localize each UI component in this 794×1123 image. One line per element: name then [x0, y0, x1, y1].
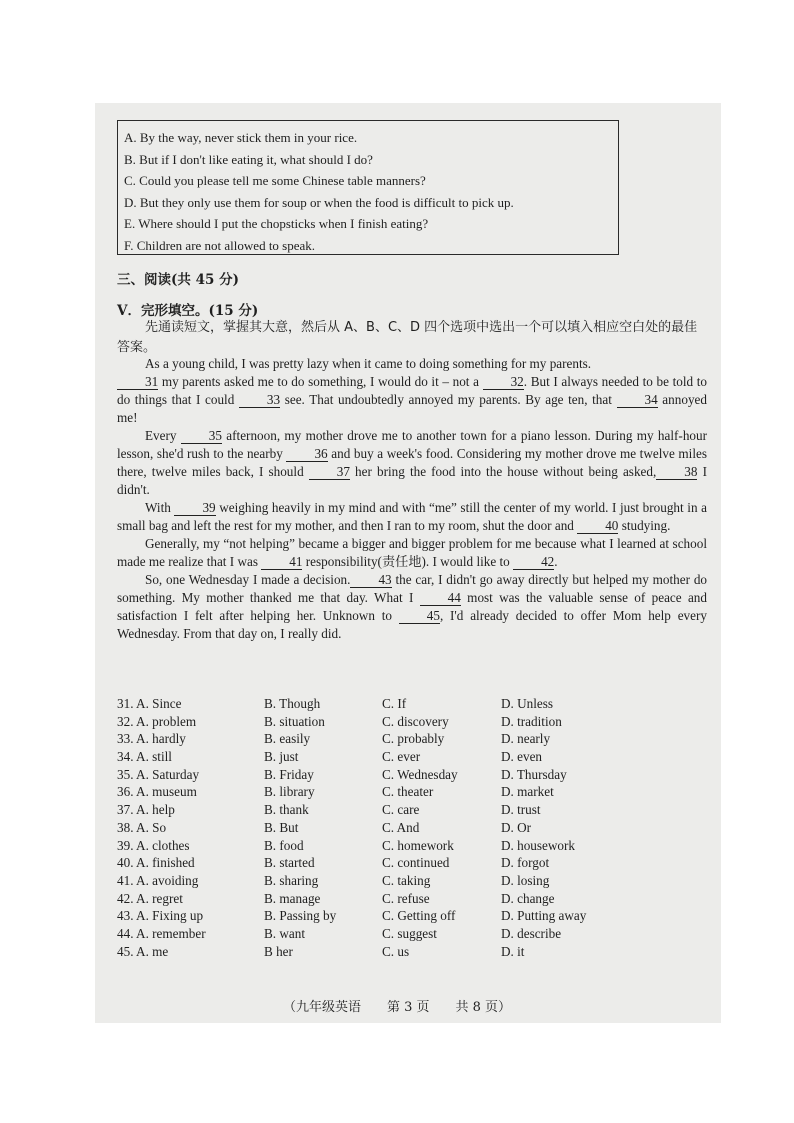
text-run: her bring the food into the house without being asked,: [349, 464, 657, 479]
choice-option: C. homework: [382, 837, 454, 853]
choice-option: 45. A. me: [117, 943, 169, 959]
choice-option: B. Though: [264, 696, 321, 711]
choice-option: D. forgot: [501, 855, 550, 871]
choice-option: 41. A. avoiding: [117, 872, 199, 888]
choice-option: 36. A. museum: [117, 784, 197, 800]
blank-45: 45: [399, 609, 440, 624]
text-run: the car, I didn't go away directly but helped my mother do something. My mother thanked me that day. What I: [117, 572, 708, 605]
choice-option: 32. A. problem: [117, 713, 197, 729]
blank-32: 32: [483, 375, 524, 390]
choice-option: C. If: [382, 696, 407, 711]
choice-option: D. tradition: [501, 713, 562, 729]
choice-option: B. started: [264, 855, 315, 871]
choice-option: C. ever: [382, 749, 421, 765]
blank-34: 34: [617, 393, 658, 408]
subsection-title: V．完形填空。(15 分): [117, 303, 259, 319]
choice-option: B. easily: [264, 731, 311, 747]
choice-option: 44. A. remember: [117, 925, 206, 941]
choice-option: B. Passing by: [264, 908, 337, 924]
text-run: see. That undoubtedly annoyed my parents. By age ten, that: [280, 392, 617, 407]
text-run: responsibility(责任地). I would like to: [302, 554, 514, 569]
choice-option: 38. A. So: [117, 819, 167, 835]
text-run: annoyed me!: [117, 392, 707, 425]
text-run: I didn't.: [117, 464, 707, 497]
blank-31: 31: [117, 375, 158, 390]
instructions: [117, 318, 707, 358]
choice-row: [117, 713, 677, 731]
text-run: weighing heavily in my mind and with “me” still the center of my world. I just brought in a small bag and left the rest for my mother, and then I ran to my room, shut the door and: [117, 500, 708, 533]
choice-row: [117, 801, 677, 819]
choice-option: 43. A. Fixing up: [117, 908, 204, 924]
choice-option: B. library: [264, 784, 315, 800]
choice-row: [117, 819, 677, 837]
option-d: D. But they only use them for soup or when the food is difficult to pick up.: [124, 194, 514, 210]
blank-33: 33: [239, 393, 280, 408]
choice-option: 37. A. help: [117, 802, 175, 818]
paragraph-2: [117, 427, 707, 499]
blank-35: 35: [181, 429, 222, 444]
choice-row: [117, 872, 677, 890]
choice-option: B. want: [264, 925, 306, 941]
choice-option: D. housework: [501, 837, 575, 853]
choice-option: C. Wednesday: [382, 766, 458, 782]
paragraph-5: [117, 571, 707, 643]
choice-option: D. losing: [501, 872, 550, 888]
choice-option: C. probably: [382, 731, 445, 747]
options-box: [117, 120, 619, 255]
blank-42: 42: [513, 555, 554, 570]
choice-option: D. Or: [501, 819, 532, 835]
option-c: C. Could you please tell me some Chinese table manners?: [124, 173, 426, 188]
choice-row: [117, 783, 677, 801]
text-run: So, one Wednesday I made a decision.: [145, 572, 351, 587]
choice-option: D. describe: [501, 925, 562, 941]
choice-row: [117, 837, 677, 855]
choice-row: [117, 730, 677, 748]
option-a: A. By the way, never stick them in your rice.: [124, 130, 358, 145]
choice-option: 39. A. clothes: [117, 837, 190, 853]
text-run: Generally, my “not helping” became a bigger and bigger problem for me because what I learned at school made me realize that I was: [117, 536, 707, 569]
text-run: afternoon, my mother drove me to another town for a piano lesson. During my half-hour lesson, she'd rush to the nearby: [117, 428, 707, 461]
choice-row: [117, 907, 677, 925]
paragraph-1: [117, 355, 707, 427]
choice-row: [117, 748, 677, 766]
choice-option: C. And: [382, 819, 420, 835]
text-run: my parents asked me to do something, I would do it – not a: [158, 374, 483, 389]
text-run: , I'd already decided to offer Mom help every Wednesday. From that day on, I really did.: [117, 608, 707, 641]
choice-option: B. sharing: [264, 872, 319, 888]
option-b: B. But if I don't like eating it, what should I do?: [124, 151, 373, 167]
choice-option: C. Getting off: [382, 908, 456, 924]
cloze-passage: [117, 355, 707, 643]
paragraph-4: [117, 535, 707, 571]
choice-option: C. suggest: [382, 925, 437, 941]
blank-37: 37: [309, 465, 350, 480]
blank-44: 44: [420, 591, 461, 606]
choice-option: C. discovery: [382, 713, 449, 729]
text-run: With: [145, 500, 175, 515]
choice-option: B. Friday: [264, 766, 314, 782]
choice-option: D. Unless: [501, 696, 554, 711]
blank-40: 40: [577, 519, 618, 534]
choice-option: D. Putting away: [501, 908, 587, 924]
choice-option: B. thank: [264, 802, 309, 818]
text-run: .: [554, 554, 558, 569]
text-run: and buy a week's food. Considering my mother drove me twelve miles there, twelve miles back, I should: [117, 446, 707, 479]
choice-row: [117, 890, 677, 908]
text-run: . But I always needed to be told to do things that I could: [117, 374, 707, 407]
choice-option: C. continued: [382, 855, 450, 871]
choice-row: [117, 943, 677, 961]
choice-row: [117, 766, 677, 784]
choice-option: 40. A. finished: [117, 855, 195, 871]
choice-option: 31. A. Since: [117, 696, 182, 711]
blank-41: 41: [261, 555, 302, 570]
option-f: F. Children are not allowed to speak.: [124, 237, 316, 253]
option-e: E. Where should I put the chopsticks when I finish eating?: [124, 216, 429, 231]
instructions-text: 先通读短文，掌握其大意，然后从 A、B、C、D 四个选项中选出一个可以填入相应空白处的最佳答案。: [117, 320, 698, 355]
page-footer: （九年级英语 第 3 页 共 8 页）: [282, 1000, 512, 1015]
choice-option: B. food: [264, 837, 304, 853]
text-run: most was the valuable sense of peace and satisfaction I felt after helping her. Unknown to: [117, 590, 707, 623]
choice-option: D. market: [501, 784, 554, 800]
blank-38: 38: [656, 465, 697, 480]
section-title: 三、阅读(共 45 分): [117, 272, 239, 288]
choice-option: B. situation: [264, 713, 325, 729]
answer-choices: [117, 695, 677, 960]
choice-option: D. trust: [501, 802, 541, 818]
choice-option: 35. A. Saturday: [117, 766, 200, 782]
choice-option: 42. A. regret: [117, 890, 183, 906]
choice-option: D. Thursday: [501, 766, 567, 782]
choice-row: [117, 854, 677, 872]
text-run: Every: [145, 428, 181, 443]
choice-option: B. But: [264, 819, 299, 835]
blank-39: 39: [174, 501, 215, 516]
choice-option: C. us: [382, 943, 410, 959]
choice-option: 34. A. still: [117, 749, 172, 765]
choice-option: C. care: [382, 802, 420, 818]
choice-option: C. taking: [382, 872, 431, 888]
choice-option: D. change: [501, 890, 555, 906]
choice-option: D. nearly: [501, 731, 551, 747]
choice-option: C. theater: [382, 784, 434, 800]
text-run: As a young child, I was pretty lazy when it came to doing something for my parents.: [145, 356, 592, 371]
choice-option: D. it: [501, 943, 525, 959]
choice-row: [117, 695, 677, 713]
choice-option: B. manage: [264, 890, 321, 906]
choice-option: B. just: [264, 749, 299, 765]
paragraph-3: [117, 499, 707, 535]
blank-36: 36: [286, 447, 327, 462]
choice-option: C. refuse: [382, 890, 430, 906]
choice-option: 33. A. hardly: [117, 731, 186, 747]
choice-row: [117, 925, 677, 943]
choice-option: B her: [264, 943, 293, 959]
blank-43: 43: [350, 573, 391, 588]
text-run: studying.: [618, 518, 671, 533]
choice-option: D. even: [501, 749, 543, 765]
